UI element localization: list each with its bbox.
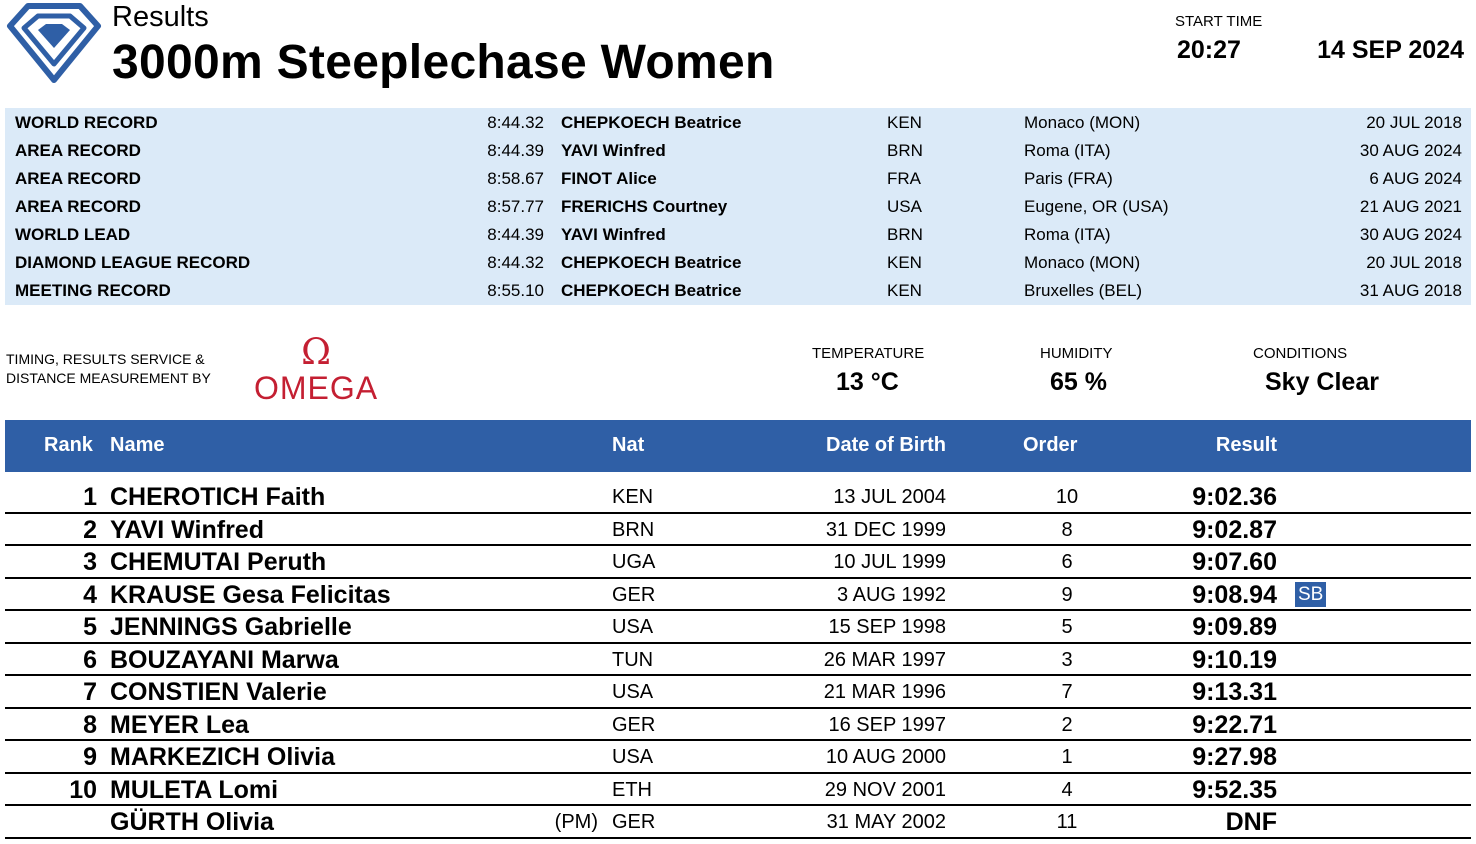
nat-cell: USA (612, 746, 654, 768)
nat-cell: KEN (612, 486, 654, 508)
order-cell: 6 (1061, 551, 1073, 573)
record-athlete: CHEPKOECH Beatrice (561, 113, 742, 132)
result-cell: 9:13.31 (1192, 678, 1277, 706)
record-venue: Monaco (MON) (1024, 113, 1141, 132)
record-row (5, 249, 1471, 277)
record-venue: Monaco (MON) (1024, 253, 1141, 272)
order-cell: 11 (1056, 811, 1078, 833)
nat-cell: BRN (612, 518, 655, 541)
record-type: AREA RECORD (15, 141, 141, 160)
order-cell: 3 (1061, 648, 1073, 671)
dob-cell: 15 SEP 1998 (828, 616, 946, 638)
dob-cell: 16 SEP 1997 (828, 713, 946, 736)
record-date: 20 JUL 2018 (1366, 113, 1462, 132)
result-cell: 9:09.89 (1192, 613, 1277, 641)
record-athlete: CHEPKOECH Beatrice (561, 281, 742, 300)
dob-cell: 21 MAR 1996 (823, 681, 946, 703)
record-athlete: YAVI Winfred (561, 225, 666, 244)
record-row (5, 193, 1471, 221)
humidity-label: HUMIDITY (1040, 345, 1113, 362)
header-dob: Date of Birth (826, 434, 946, 456)
dob-cell: 10 AUG 2000 (825, 746, 946, 768)
record-row (5, 221, 1471, 249)
conditions-label: CONDITIONS (1253, 345, 1348, 362)
dob-cell: 31 MAY 2002 (826, 811, 946, 833)
record-mark: 8:44.32 (487, 113, 544, 132)
table-row (5, 611, 1471, 644)
rank-cell: 5 (83, 613, 97, 641)
nat-cell: GER (612, 811, 656, 833)
results-label: Results (112, 1, 209, 33)
record-type: DIAMOND LEAGUE RECORD (15, 253, 251, 272)
order-cell: 1 (1061, 746, 1073, 768)
record-nat: USA (887, 197, 922, 216)
results-table (5, 481, 1471, 839)
table-row (5, 481, 1471, 514)
athlete-name: KRAUSE Gesa Felicitas (110, 580, 391, 609)
header-rank: Rank (44, 434, 93, 456)
conditions-value: Sky Clear (1265, 368, 1379, 396)
record-date: 21 AUG 2021 (1359, 197, 1462, 216)
records-panel (5, 108, 1471, 305)
result-cell: 9:27.98 (1192, 743, 1277, 771)
record-row (5, 137, 1471, 165)
order-cell: 2 (1061, 713, 1073, 736)
temperature-label: TEMPERATURE (812, 345, 925, 362)
rank-cell: 10 (69, 775, 97, 804)
record-athlete: FINOT Alice (561, 169, 657, 188)
season-best-badge: SB (1295, 582, 1326, 607)
record-type: MEETING RECORD (15, 281, 171, 300)
record-nat: BRN (887, 141, 923, 160)
record-athlete: FRERICHS Courtney (561, 197, 728, 216)
record-venue: Bruxelles (BEL) (1024, 281, 1143, 300)
timing-credit (6, 350, 211, 388)
order-cell: 7 (1061, 681, 1073, 703)
rank-cell: 8 (83, 710, 97, 739)
result-cell: 9:52.35 (1192, 775, 1277, 804)
nat-cell: UGA (612, 551, 656, 573)
table-row (5, 806, 1471, 839)
nat-cell: USA (612, 681, 654, 703)
record-mark: 8:55.10 (487, 281, 544, 300)
event-title: 3000m Steeplechase Women (112, 36, 775, 89)
nat-cell: ETH (612, 778, 652, 801)
dob-cell: 13 JUL 2004 (833, 486, 946, 508)
athlete-note: (PM) (554, 811, 598, 833)
order-cell: 8 (1061, 518, 1073, 541)
table-row (5, 514, 1471, 547)
diamond-league-logo-icon (4, 2, 104, 84)
record-nat: FRA (887, 169, 921, 188)
athlete-name: JENNINGS Gabrielle (110, 613, 352, 641)
dob-cell: 3 AUG 1992 (837, 583, 946, 606)
athlete-name: MARKEZICH Olivia (110, 743, 336, 771)
record-venue: Roma (ITA) (1024, 141, 1111, 160)
results-table-header (5, 420, 1471, 472)
record-mark: 8:44.39 (487, 141, 544, 160)
record-venue: Roma (ITA) (1024, 225, 1111, 244)
dob-cell: 10 JUL 1999 (833, 551, 946, 573)
table-row (5, 741, 1471, 774)
table-row (5, 644, 1471, 677)
rank-cell: 6 (83, 645, 97, 674)
table-row (5, 774, 1471, 807)
order-cell: 4 (1061, 778, 1073, 801)
rank-cell: 9 (83, 743, 97, 771)
start-time: 20:27 (1177, 36, 1241, 64)
record-type: WORLD RECORD (15, 113, 158, 132)
rank-cell: 3 (83, 548, 97, 576)
record-nat: KEN (887, 253, 922, 272)
record-type: WORLD LEAD (15, 225, 131, 244)
result-cell: 9:07.60 (1192, 548, 1277, 576)
record-date: 6 AUG 2024 (1369, 169, 1462, 188)
header-nat: Nat (612, 434, 645, 456)
result-cell: 9:08.94 (1192, 580, 1277, 609)
athlete-name: CHEMUTAI Peruth (110, 548, 327, 576)
record-type: AREA RECORD (15, 197, 141, 216)
dob-cell: 31 DEC 1999 (825, 518, 946, 541)
record-date: 30 AUG 2024 (1359, 141, 1462, 160)
nat-cell: GER (612, 583, 656, 606)
nat-cell: USA (612, 616, 654, 638)
rank-cell: 2 (83, 515, 97, 544)
record-nat: KEN (887, 113, 922, 132)
header-name: Name (110, 434, 165, 456)
rank-cell: 4 (83, 580, 97, 609)
record-mark: 8:44.39 (487, 225, 544, 244)
omega-symbol-icon: Ω (301, 332, 331, 373)
rank-cell: 1 (83, 483, 97, 511)
athlete-name: BOUZAYANI Marwa (110, 645, 339, 674)
result-cell: 9:02.87 (1192, 515, 1277, 544)
temperature-value: 13 °C (836, 368, 899, 396)
order-cell: 9 (1061, 583, 1073, 606)
athlete-name: GÜRTH Olivia (110, 808, 274, 836)
event-date: 14 SEP 2024 (1317, 36, 1464, 64)
humidity-value: 65 % (1050, 368, 1107, 396)
record-mark: 8:57.77 (487, 197, 544, 216)
omega-wordmark: OMEGA (253, 370, 379, 406)
record-type: AREA RECORD (15, 169, 141, 188)
result-cell: DNF (1225, 808, 1277, 836)
nat-cell: GER (612, 713, 656, 736)
athlete-name: MULETA Lomi (110, 775, 279, 804)
result-cell: 9:22.71 (1192, 710, 1277, 739)
record-row (5, 165, 1471, 193)
header-order: Order (1023, 434, 1078, 456)
timing-credit-line2: DISTANCE MEASUREMENT BY (6, 370, 211, 386)
table-row (5, 709, 1471, 742)
record-mark: 8:58.67 (487, 169, 544, 188)
dob-cell: 26 MAR 1997 (823, 648, 946, 671)
record-athlete: YAVI Winfred (561, 141, 666, 160)
order-cell: 5 (1061, 616, 1073, 638)
nat-cell: TUN (612, 648, 654, 671)
record-row (5, 109, 1471, 137)
record-nat: KEN (887, 281, 922, 300)
record-date: 31 AUG 2018 (1359, 281, 1462, 300)
table-row (5, 546, 1471, 579)
record-athlete: CHEPKOECH Beatrice (561, 253, 742, 272)
record-venue: Eugene, OR (USA) (1024, 197, 1169, 216)
record-venue: Paris (FRA) (1024, 169, 1113, 188)
order-cell: 10 (1055, 486, 1079, 508)
rank-cell: 7 (83, 678, 97, 706)
athlete-name: YAVI Winfred (110, 515, 264, 544)
athlete-name: MEYER Lea (110, 710, 249, 739)
timing-credit-line1: TIMING, RESULTS SERVICE & (6, 351, 205, 367)
header-result: Result (1215, 434, 1277, 456)
omega-logo (244, 334, 388, 406)
record-nat: BRN (887, 225, 923, 244)
result-cell: 9:02.36 (1192, 483, 1277, 511)
record-date: 20 JUL 2018 (1366, 253, 1462, 272)
record-mark: 8:44.32 (487, 253, 544, 272)
result-cell: 9:10.19 (1192, 645, 1277, 674)
table-row (5, 676, 1471, 709)
athlete-name: CHEROTICH Faith (110, 483, 326, 511)
table-row (5, 579, 1471, 612)
start-time-label: START TIME (1175, 13, 1263, 30)
record-date: 30 AUG 2024 (1359, 225, 1462, 244)
athlete-name: CONSTIEN Valerie (110, 678, 327, 706)
record-row (5, 277, 1471, 305)
dob-cell: 29 NOV 2001 (824, 778, 946, 801)
